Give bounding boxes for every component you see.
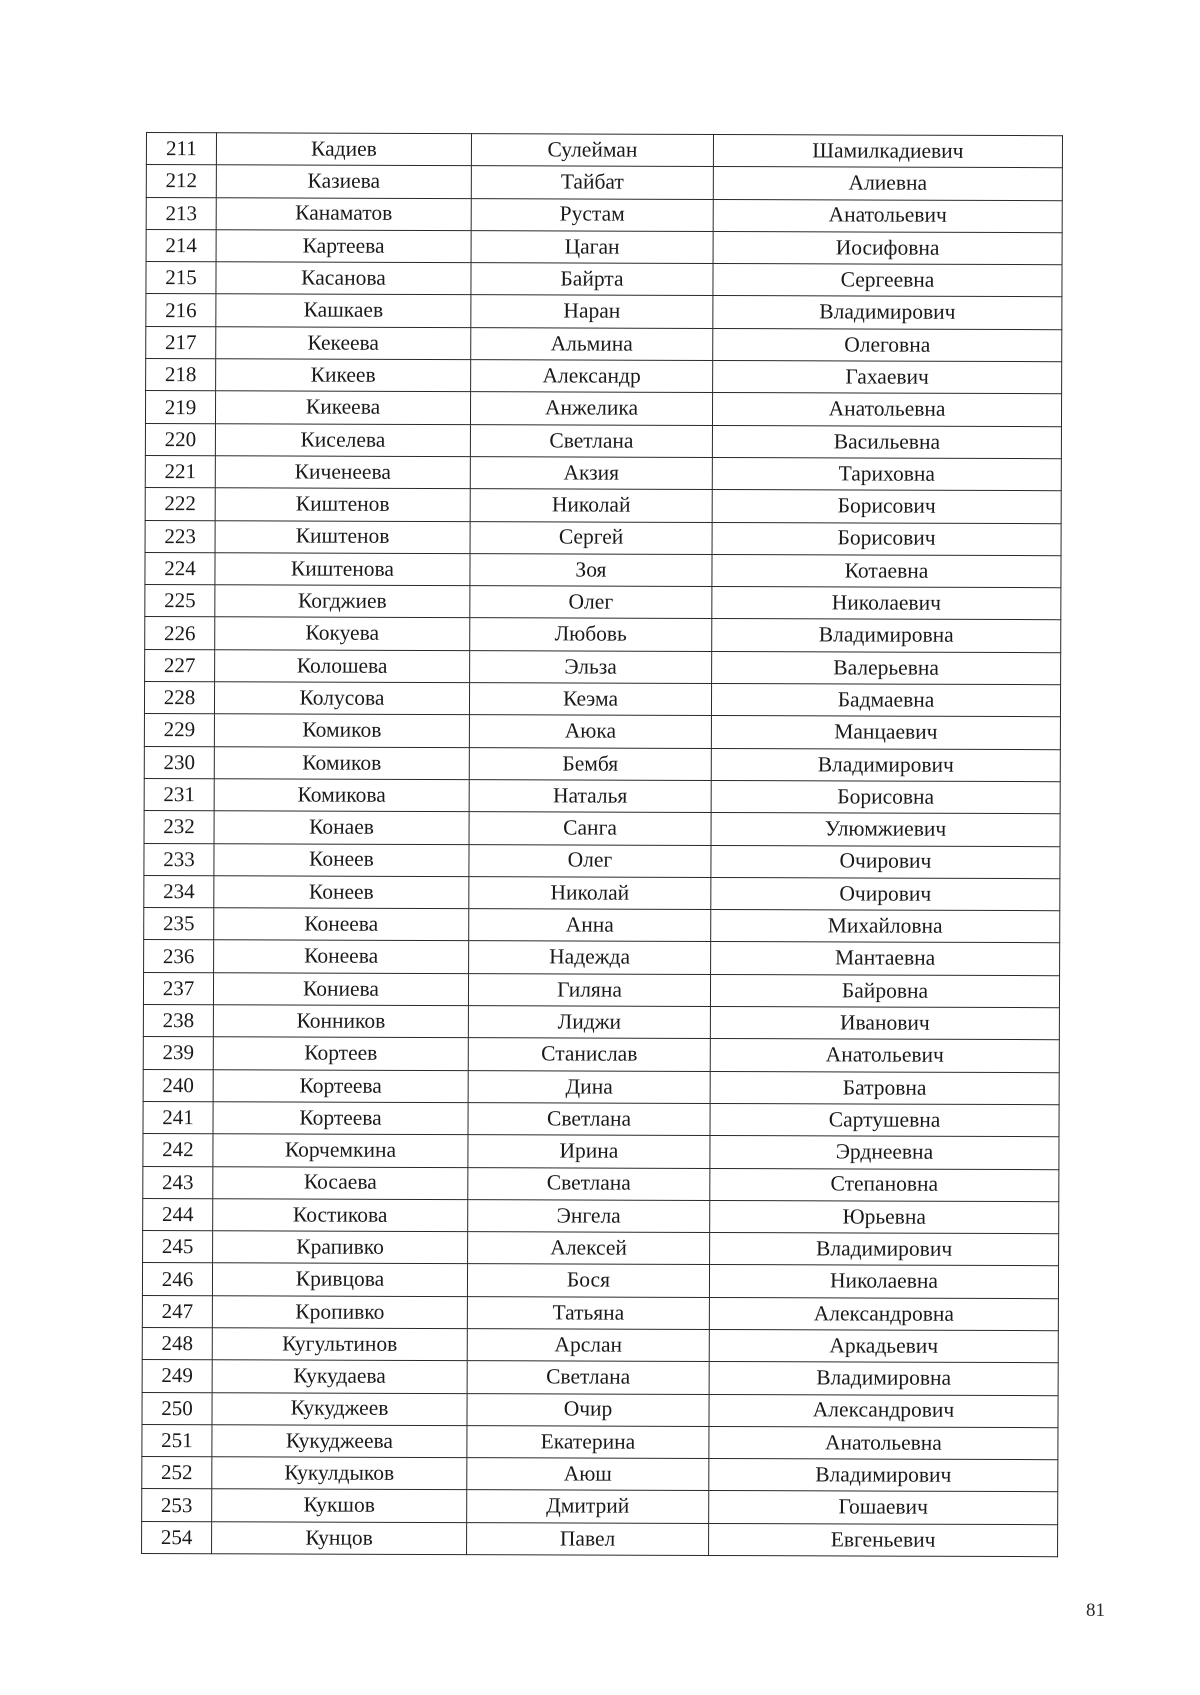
table-row bbox=[144, 875, 1060, 910]
first-name-cell: Рустам bbox=[471, 198, 713, 231]
patronymic-cell: Анатольевна bbox=[709, 1426, 1058, 1460]
surname-cell: Конаев bbox=[214, 811, 469, 844]
table-row bbox=[142, 1360, 1058, 1395]
surname-cell: Киштенов bbox=[215, 520, 470, 553]
first-name-cell: Акзия bbox=[470, 457, 712, 490]
patronymic-cell: Анатольевич bbox=[710, 1039, 1059, 1073]
row-number: 251 bbox=[142, 1424, 212, 1457]
table-row bbox=[145, 520, 1061, 555]
surname-cell: Крапивко bbox=[213, 1231, 468, 1264]
surname-cell: Кукулдыков bbox=[212, 1457, 467, 1490]
patronymic-cell: Степановна bbox=[710, 1168, 1059, 1202]
patronymic-cell: Александровна bbox=[709, 1297, 1058, 1331]
patronymic-cell: Гахаевич bbox=[713, 361, 1062, 395]
patronymic-cell: Сергеевна bbox=[713, 264, 1062, 298]
patronymic-cell: Юрьевна bbox=[710, 1200, 1059, 1234]
page-number: 81 bbox=[1086, 1600, 1105, 1621]
surname-cell: Кропивко bbox=[212, 1295, 467, 1328]
patronymic-cell: Иосифовна bbox=[713, 231, 1062, 265]
first-name-cell: Альмина bbox=[471, 327, 713, 360]
surname-cell: Кунцов bbox=[212, 1522, 467, 1555]
row-number: 214 bbox=[146, 229, 216, 262]
patronymic-cell: Алиевна bbox=[713, 167, 1062, 201]
surname-cell: Кокуева bbox=[215, 617, 470, 650]
row-number: 223 bbox=[145, 520, 215, 553]
first-name-cell: Сулейман bbox=[471, 134, 713, 167]
table-row bbox=[146, 165, 1062, 200]
row-number: 233 bbox=[144, 843, 214, 876]
first-name-cell: Ирина bbox=[468, 1135, 710, 1168]
patronymic-cell: Николаевна bbox=[709, 1265, 1058, 1299]
row-number: 245 bbox=[143, 1231, 213, 1264]
first-name-cell: Светлана bbox=[468, 1103, 710, 1136]
row-number: 253 bbox=[142, 1489, 212, 1522]
table-row bbox=[143, 1166, 1059, 1201]
surname-cell: Кривцова bbox=[212, 1263, 467, 1296]
patronymic-cell: Владимирович bbox=[710, 1233, 1059, 1267]
surname-cell: Кортеев bbox=[213, 1037, 468, 1070]
row-number: 219 bbox=[145, 391, 215, 424]
row-number: 244 bbox=[143, 1198, 213, 1231]
surname-cell: Колусова bbox=[214, 682, 469, 715]
table-row bbox=[144, 778, 1060, 813]
first-name-cell: Дина bbox=[468, 1070, 710, 1103]
row-number: 212 bbox=[146, 165, 216, 198]
patronymic-cell: Борисович bbox=[712, 522, 1061, 556]
row-number: 249 bbox=[142, 1360, 212, 1393]
surname-cell: Киченеева bbox=[215, 456, 470, 489]
first-name-cell: Алексей bbox=[468, 1232, 710, 1265]
first-name-cell: Эльза bbox=[470, 650, 712, 683]
surname-cell: Когджиев bbox=[215, 585, 470, 618]
surname-cell: Кашкаев bbox=[216, 294, 471, 327]
table-row bbox=[143, 1231, 1059, 1266]
patronymic-cell: Владимирович bbox=[709, 1459, 1058, 1493]
patronymic-cell: Михайловна bbox=[711, 910, 1060, 944]
table-row bbox=[144, 940, 1060, 975]
table-row bbox=[145, 488, 1061, 523]
table-row bbox=[146, 294, 1062, 329]
surname-cell: Кугультинов bbox=[212, 1328, 467, 1361]
first-name-cell: Екатерина bbox=[467, 1426, 709, 1459]
first-name-cell: Александр bbox=[471, 360, 713, 393]
table-row bbox=[144, 746, 1060, 781]
patronymic-cell: Байровна bbox=[710, 974, 1059, 1008]
surname-cell: Киштенов bbox=[215, 488, 470, 521]
patronymic-cell: Олеговна bbox=[713, 328, 1062, 362]
patronymic-cell: Манцаевич bbox=[711, 716, 1060, 750]
row-number: 236 bbox=[144, 940, 214, 973]
surname-cell: Канаматов bbox=[216, 197, 471, 230]
patronymic-cell: Улюмжиевич bbox=[711, 813, 1060, 847]
roster-body bbox=[142, 133, 1063, 1557]
first-name-cell: Любовь bbox=[470, 618, 712, 651]
surname-cell: Кониева bbox=[213, 972, 468, 1005]
patronymic-cell: Анатольевна bbox=[712, 393, 1061, 427]
first-name-cell: Светлана bbox=[470, 424, 712, 457]
table-row bbox=[145, 455, 1061, 490]
table-row bbox=[145, 423, 1061, 458]
patronymic-cell: Владимировна bbox=[712, 619, 1061, 653]
first-name-cell: Павел bbox=[467, 1522, 709, 1555]
patronymic-cell: Владимирович bbox=[711, 748, 1060, 782]
surname-cell: Кадиев bbox=[216, 133, 471, 166]
first-name-cell: Сергей bbox=[470, 521, 712, 554]
table-row bbox=[142, 1521, 1058, 1556]
surname-cell: Кикеева bbox=[215, 391, 470, 424]
surname-cell: Кекеева bbox=[216, 327, 471, 360]
row-number: 248 bbox=[142, 1327, 212, 1360]
table-row bbox=[145, 649, 1061, 684]
row-number: 224 bbox=[145, 552, 215, 585]
patronymic-cell: Иванович bbox=[710, 1006, 1059, 1040]
row-number: 247 bbox=[142, 1295, 212, 1328]
table-row bbox=[144, 843, 1060, 878]
table-row bbox=[142, 1327, 1058, 1362]
table-row bbox=[143, 972, 1059, 1007]
surname-cell: Картеева bbox=[216, 230, 471, 263]
row-number: 234 bbox=[144, 875, 214, 908]
table-row bbox=[144, 714, 1060, 749]
table-row bbox=[146, 359, 1062, 394]
surname-cell: Комиков bbox=[214, 746, 469, 779]
patronymic-cell: Котаевна bbox=[712, 554, 1061, 588]
row-number: 241 bbox=[143, 1101, 213, 1134]
first-name-cell: Арслан bbox=[467, 1329, 709, 1362]
patronymic-cell: Николаевич bbox=[712, 587, 1061, 621]
row-number: 218 bbox=[146, 359, 216, 392]
patronymic-cell: Эрднеевна bbox=[710, 1136, 1059, 1170]
surname-cell: Конеева bbox=[214, 940, 469, 973]
table-row bbox=[143, 1069, 1059, 1104]
patronymic-cell: Шамилкадиевич bbox=[713, 134, 1062, 168]
first-name-cell: Татьяна bbox=[467, 1296, 709, 1329]
table-row bbox=[145, 391, 1061, 426]
table-row bbox=[146, 133, 1062, 168]
surname-cell: Киселева bbox=[215, 423, 470, 456]
table-row bbox=[144, 682, 1060, 717]
first-name-cell: Олег bbox=[470, 586, 712, 619]
patronymic-cell: Мантаевна bbox=[711, 942, 1060, 976]
first-name-cell: Анна bbox=[469, 909, 711, 942]
surname-cell: Касанова bbox=[216, 262, 471, 295]
table-row bbox=[142, 1489, 1058, 1524]
table-row bbox=[146, 229, 1062, 264]
first-name-cell: Тайбат bbox=[471, 166, 713, 199]
first-name-cell: Санга bbox=[469, 812, 711, 845]
patronymic-cell: Васильевна bbox=[712, 425, 1061, 459]
surname-cell: Казиева bbox=[216, 165, 471, 198]
row-number: 228 bbox=[144, 682, 214, 715]
row-number: 220 bbox=[145, 423, 215, 456]
first-name-cell: Анжелика bbox=[470, 392, 712, 425]
first-name-cell: Дмитрий bbox=[467, 1490, 709, 1523]
table-row bbox=[145, 585, 1061, 620]
row-number: 231 bbox=[144, 778, 214, 811]
table-row bbox=[145, 617, 1061, 652]
row-number: 240 bbox=[143, 1069, 213, 1102]
patronymic-cell: Валерьевна bbox=[712, 651, 1061, 685]
row-number: 229 bbox=[144, 714, 214, 747]
row-number: 217 bbox=[146, 326, 216, 359]
first-name-cell: Николай bbox=[469, 876, 711, 909]
row-number: 238 bbox=[143, 1005, 213, 1038]
row-number: 243 bbox=[143, 1166, 213, 1199]
row-number: 239 bbox=[143, 1037, 213, 1070]
table-row bbox=[145, 552, 1061, 587]
first-name-cell: Аюш bbox=[467, 1458, 709, 1491]
surname-cell: Кукудаева bbox=[212, 1360, 467, 1393]
first-name-cell: Гиляна bbox=[468, 973, 710, 1006]
table-row bbox=[144, 811, 1060, 846]
first-name-cell: Наталья bbox=[469, 780, 711, 813]
surname-cell: Корчемкина bbox=[213, 1134, 468, 1167]
table-row bbox=[142, 1263, 1058, 1298]
patronymic-cell: Очирович bbox=[711, 877, 1060, 911]
surname-cell: Кукуджеев bbox=[212, 1392, 467, 1425]
row-number: 237 bbox=[143, 972, 213, 1005]
patronymic-cell: Тариховна bbox=[712, 457, 1061, 491]
first-name-cell: Бося bbox=[467, 1264, 709, 1297]
row-number: 213 bbox=[146, 197, 216, 230]
row-number: 252 bbox=[142, 1457, 212, 1490]
patronymic-cell: Анатольевич bbox=[713, 199, 1062, 233]
row-number: 254 bbox=[142, 1521, 212, 1554]
surname-cell: Комикова bbox=[214, 779, 469, 812]
first-name-cell: Светлана bbox=[467, 1361, 709, 1394]
first-name-cell: Кеэма bbox=[469, 683, 711, 716]
table-row bbox=[146, 197, 1062, 232]
patronymic-cell: Батровна bbox=[710, 1071, 1059, 1105]
row-number: 221 bbox=[145, 455, 215, 488]
surname-cell: Комиков bbox=[214, 714, 469, 747]
first-name-cell: Светлана bbox=[468, 1167, 710, 1200]
table-row bbox=[142, 1295, 1058, 1330]
surname-cell: Конеев bbox=[214, 843, 469, 876]
row-number: 215 bbox=[146, 262, 216, 295]
patronymic-cell: Сартушевна bbox=[710, 1103, 1059, 1137]
first-name-cell: Цаган bbox=[471, 231, 713, 264]
patronymic-cell: Бадмаевна bbox=[711, 684, 1060, 718]
surname-cell: Конеев bbox=[214, 876, 469, 909]
surname-cell: Кукшов bbox=[212, 1489, 467, 1522]
surname-cell: Косаева bbox=[213, 1166, 468, 1199]
surname-cell: Конников bbox=[213, 1005, 468, 1038]
surname-cell: Кортеева bbox=[213, 1102, 468, 1135]
patronymic-cell: Евгеньевич bbox=[709, 1523, 1058, 1557]
row-number: 250 bbox=[142, 1392, 212, 1425]
surname-cell: Кикеев bbox=[216, 359, 471, 392]
surname-cell: Костикова bbox=[213, 1199, 468, 1232]
first-name-cell: Николай bbox=[470, 489, 712, 522]
table-row bbox=[142, 1457, 1058, 1492]
patronymic-cell: Александрович bbox=[709, 1394, 1058, 1428]
table-row bbox=[146, 262, 1062, 297]
patronymic-cell: Аркадьевич bbox=[709, 1329, 1058, 1363]
table-row bbox=[146, 326, 1062, 361]
first-name-cell: Байрта bbox=[471, 263, 713, 296]
row-number: 227 bbox=[145, 649, 215, 682]
table-row bbox=[142, 1392, 1058, 1427]
surname-cell: Киштенова bbox=[215, 553, 470, 586]
roster-table bbox=[141, 132, 1063, 1557]
row-number: 242 bbox=[143, 1134, 213, 1167]
patronymic-cell: Очирович bbox=[711, 845, 1060, 879]
patronymic-cell: Борисович bbox=[712, 490, 1061, 524]
first-name-cell: Станислав bbox=[468, 1038, 710, 1071]
table-row bbox=[144, 908, 1060, 943]
table-row bbox=[143, 1005, 1059, 1040]
table-row bbox=[143, 1134, 1059, 1169]
patronymic-cell: Борисовна bbox=[711, 780, 1060, 814]
table-row bbox=[143, 1037, 1059, 1072]
row-number: 216 bbox=[146, 294, 216, 327]
row-number: 246 bbox=[142, 1263, 212, 1296]
row-number: 235 bbox=[144, 908, 214, 941]
row-number: 230 bbox=[144, 746, 214, 779]
table-row bbox=[143, 1198, 1059, 1233]
row-number: 225 bbox=[145, 585, 215, 618]
table-row bbox=[143, 1101, 1059, 1136]
row-number: 222 bbox=[145, 488, 215, 521]
first-name-cell: Бембя bbox=[469, 747, 711, 780]
surname-cell: Конеева bbox=[214, 908, 469, 941]
row-number: 211 bbox=[146, 133, 216, 166]
patronymic-cell: Владимирович bbox=[713, 296, 1062, 330]
first-name-cell: Надежда bbox=[469, 941, 711, 974]
table-row bbox=[142, 1424, 1058, 1459]
first-name-cell: Энгела bbox=[468, 1199, 710, 1232]
surname-cell: Кортеева bbox=[213, 1069, 468, 1102]
first-name-cell: Наран bbox=[471, 295, 713, 328]
first-name-cell: Очир bbox=[467, 1393, 709, 1426]
first-name-cell: Лиджи bbox=[468, 1006, 710, 1039]
first-name-cell: Зоя bbox=[470, 553, 712, 586]
surname-cell: Кукуджеева bbox=[212, 1425, 467, 1458]
row-number: 232 bbox=[144, 811, 214, 844]
row-number: 226 bbox=[145, 617, 215, 650]
first-name-cell: Аюка bbox=[469, 715, 711, 748]
first-name-cell: Олег bbox=[469, 844, 711, 877]
patronymic-cell: Владимировна bbox=[709, 1362, 1058, 1396]
patronymic-cell: Гошаевич bbox=[709, 1491, 1058, 1525]
surname-cell: Колошева bbox=[215, 649, 470, 682]
